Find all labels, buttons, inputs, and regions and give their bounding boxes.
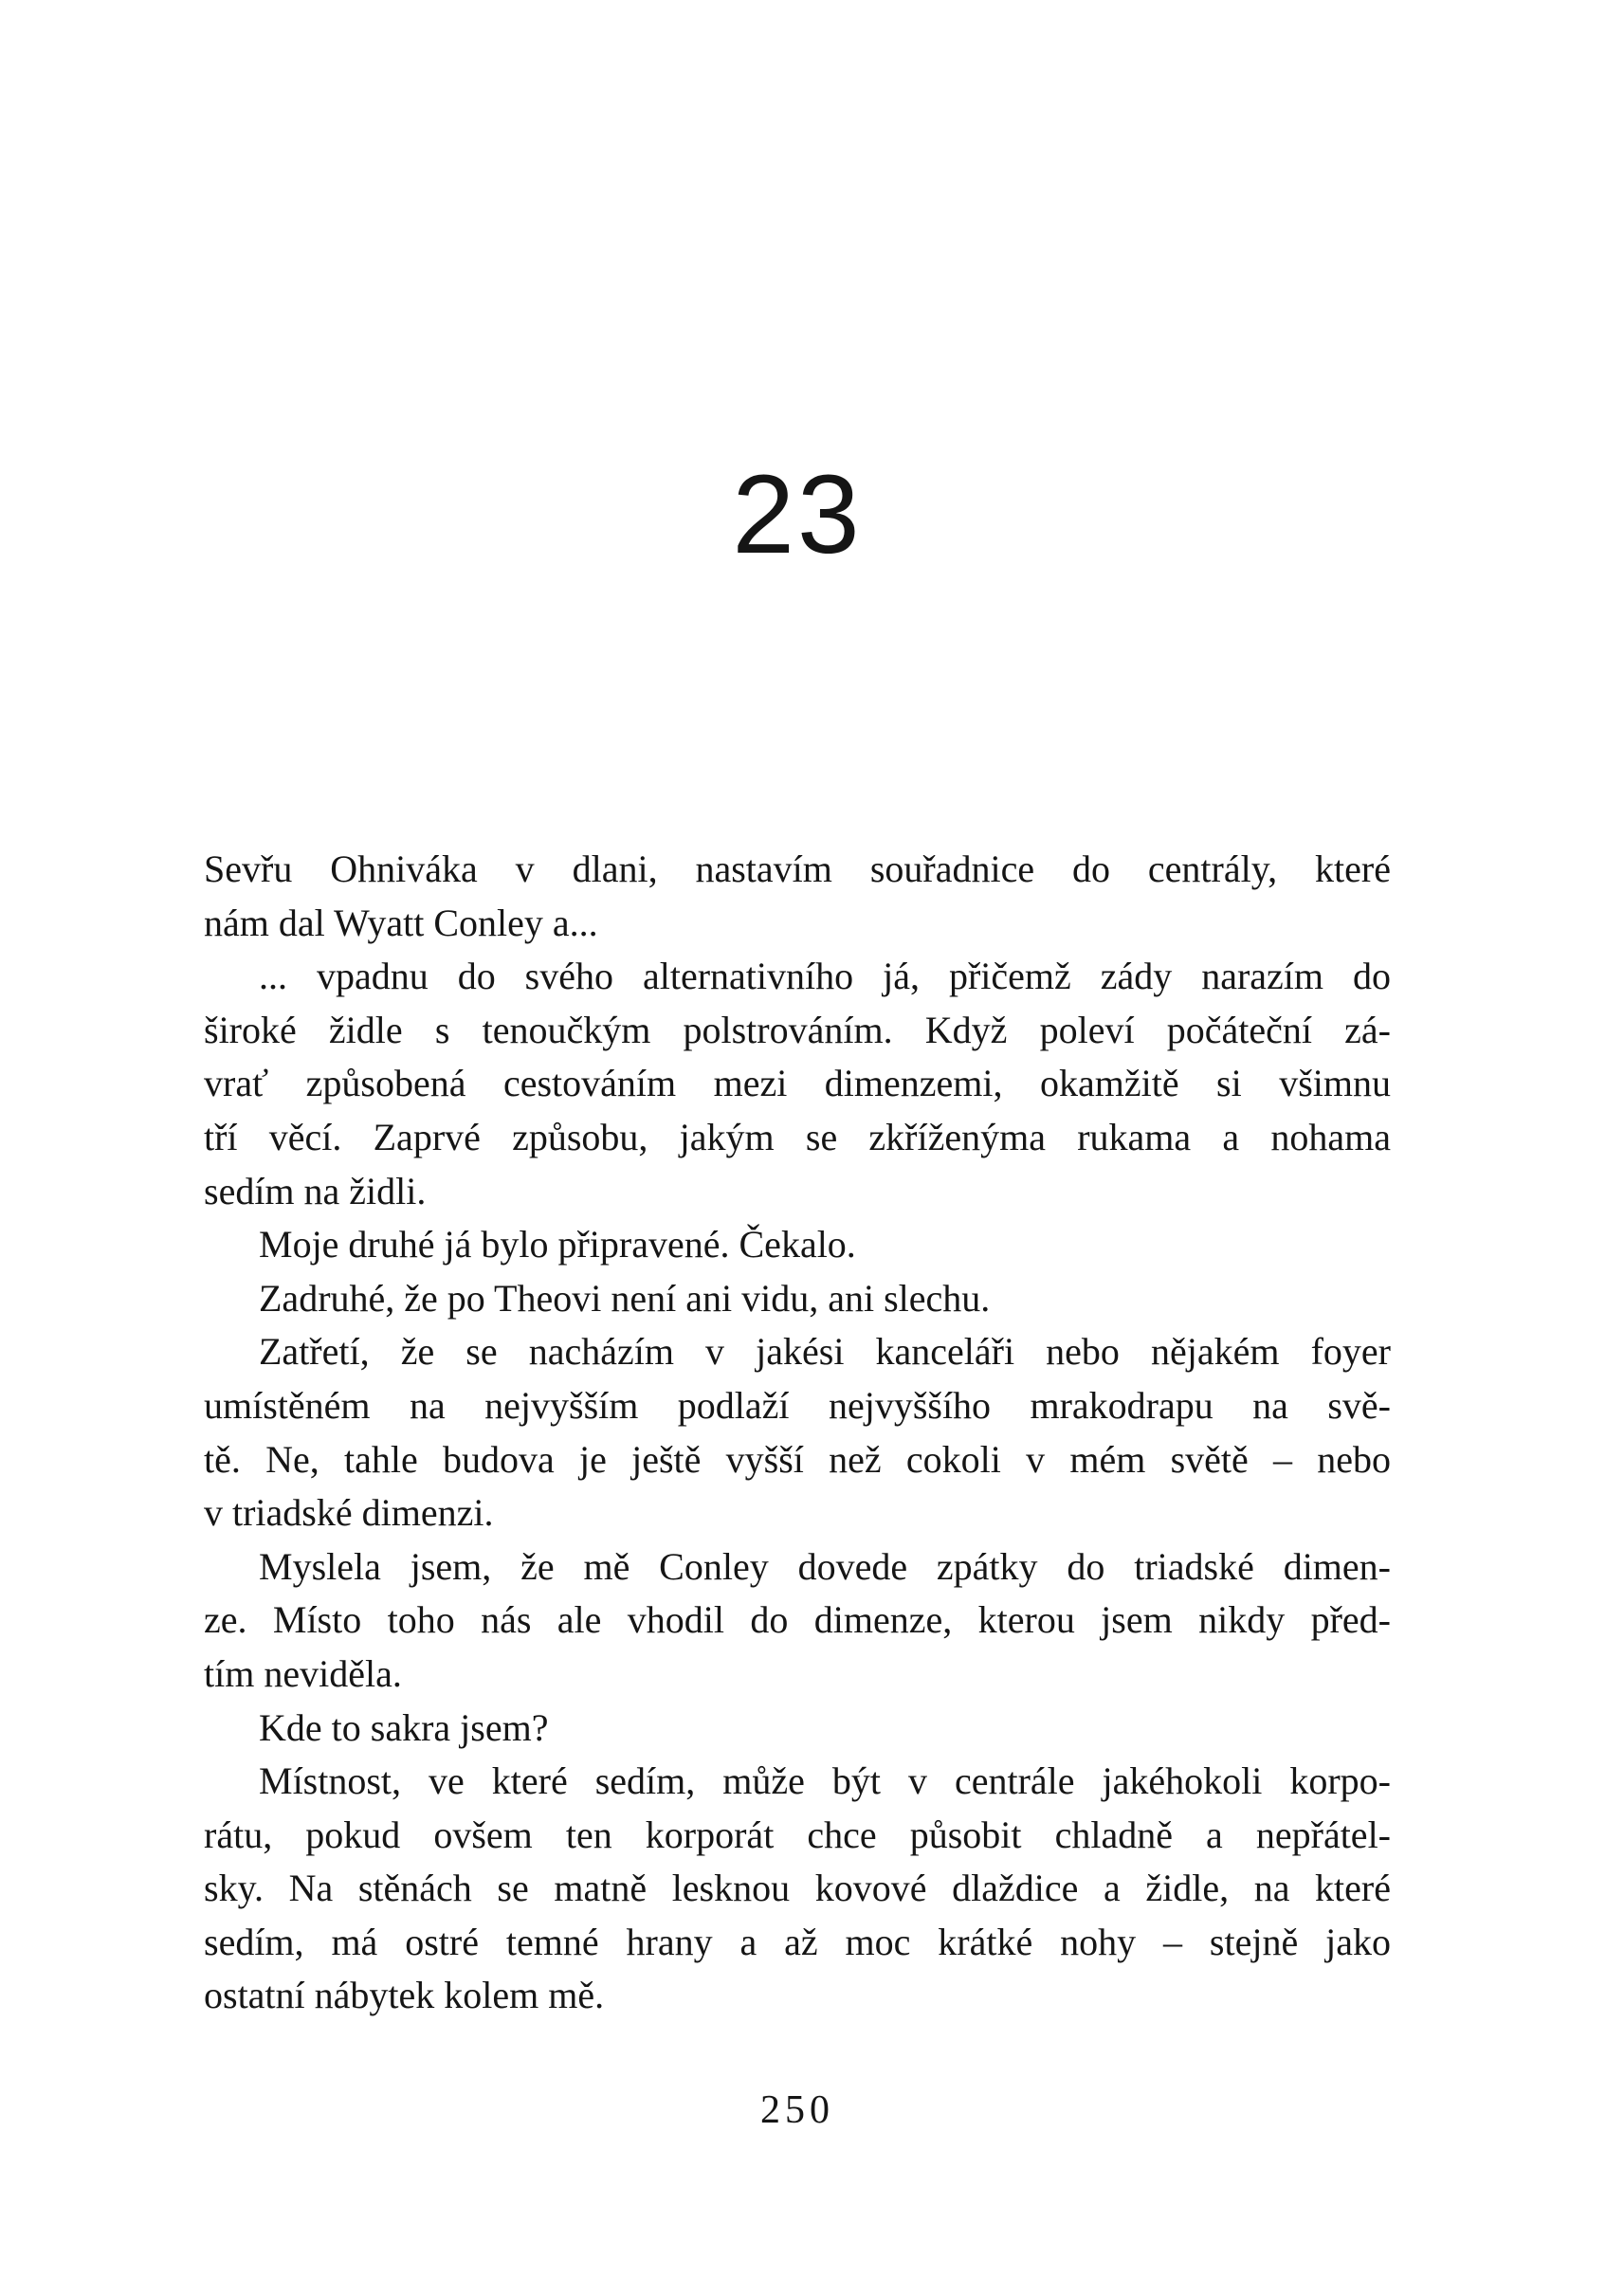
body-line: ... vpadnu do svého alternativního já, přičemž zády narazím do bbox=[259, 955, 1391, 998]
body-line: Zadruhé, že po Theovi není ani vidu, ani slechu. bbox=[259, 1276, 991, 1320]
body-line: Sevřu Ohniváka v dlani, nastavím souřadnice do centrály, které bbox=[204, 847, 1391, 890]
body-line: Kde to sakra jsem? bbox=[259, 1705, 549, 1749]
body-line: sky. Na stěnách se matně lesknou kovové dlaždice a židle, na které bbox=[204, 1867, 1391, 1910]
body-line: rátu, pokud ovšem ten korporát chce působit chladně a nepřátel- bbox=[204, 1813, 1391, 1856]
body-line: sedím na židli. bbox=[204, 1169, 427, 1212]
body-line: tří věcí. Zaprvé způsobu, jakým se zkříženýma rukama a nohama bbox=[204, 1115, 1391, 1158]
body-line: Moje druhé já bylo připravené. Čekalo. bbox=[259, 1223, 856, 1266]
body-line: tím neviděla. bbox=[204, 1651, 402, 1695]
chapter-number: 23 bbox=[732, 452, 863, 577]
body-line: Místnost, ve které sedím, může být v centrále jakéhokoli korpo- bbox=[259, 1759, 1391, 1803]
body-line: široké židle s tenoučkým polstrováním. Když poleví počáteční zá- bbox=[204, 1008, 1391, 1051]
body-line: sedím, má ostré temné hrany a až moc krátké nohy – stejně jako bbox=[204, 1920, 1391, 1963]
body-line: v triadské dimenzi. bbox=[204, 1491, 494, 1535]
body-line: Zatřetí, že se nacházím v jakési kanceláři nebo nějakém foyer bbox=[259, 1330, 1391, 1374]
body-line: nám dal Wyatt Conley a... bbox=[204, 901, 598, 944]
body-text-block bbox=[204, 843, 1391, 2023]
page-number: 250 bbox=[760, 2088, 834, 2132]
body-line: Myslela jsem, že mě Conley dovede zpátky do triadské dimen- bbox=[259, 1544, 1391, 1588]
body-line: ostatní nábytek kolem mě. bbox=[204, 1974, 605, 2017]
body-line: ze. Místo toho nás ale vhodil do dimenze, kterou jsem nikdy před- bbox=[204, 1598, 1391, 1642]
body-line: tě. Ne, tahle budova je ještě vyšší než cokoli v mém světě – nebo bbox=[204, 1437, 1391, 1481]
body-line: vrať způsobená cestováním mezi dimenzemi, okamžitě si všimnu bbox=[204, 1062, 1391, 1105]
body-line: umístěném na nejvyšším podlaží nejvyššího mrakodrapu na svě- bbox=[204, 1383, 1391, 1427]
